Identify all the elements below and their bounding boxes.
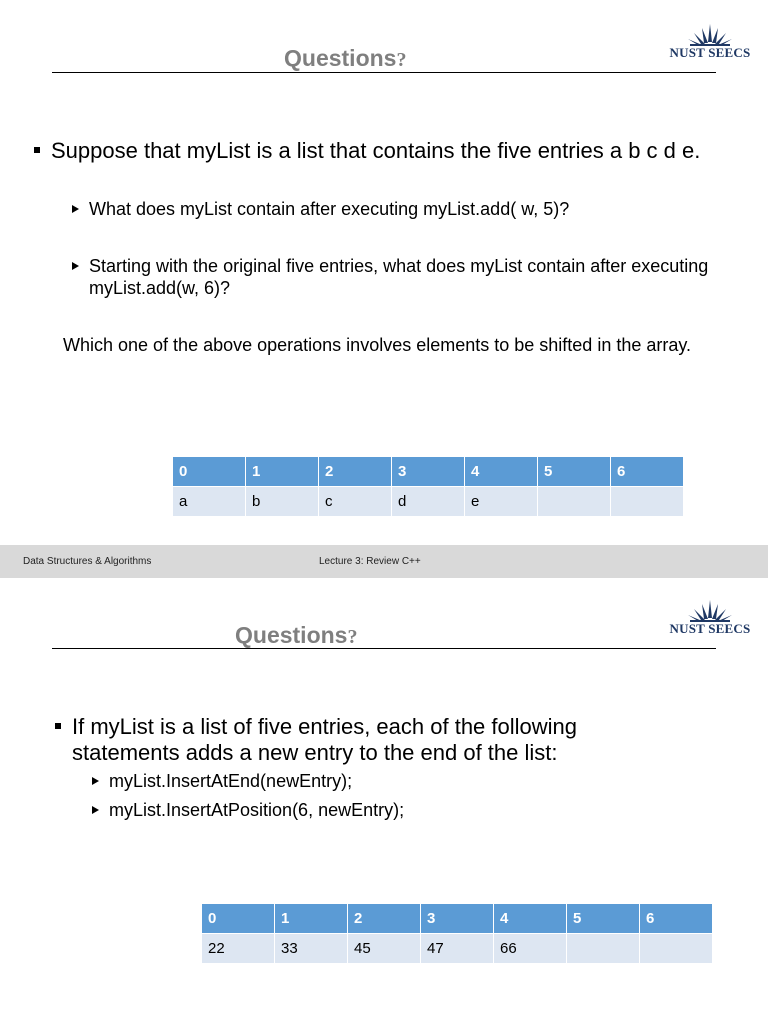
triangle-bullet-icon	[92, 777, 99, 785]
course-name: Data Structures & Algorithms	[23, 556, 152, 567]
logo-text: NUST SEECS	[669, 45, 751, 60]
index-cell: 4	[465, 457, 538, 487]
index-cell: 0	[202, 904, 275, 934]
array-table	[172, 456, 684, 517]
value-cell: c	[319, 487, 392, 517]
index-cell: 3	[392, 457, 465, 487]
main-bullet-text: Suppose that myList is a list that contains the five entries a b c d e.	[51, 138, 701, 163]
slide-2	[0, 578, 768, 1024]
value-cell: e	[465, 487, 538, 517]
table-row	[173, 487, 684, 517]
value-cell: 47	[421, 934, 494, 964]
title-underline	[52, 648, 716, 649]
index-cell: 2	[319, 457, 392, 487]
index-cell: 5	[538, 457, 611, 487]
title-underline	[52, 72, 716, 73]
value-cell: 33	[275, 934, 348, 964]
index-cell: 1	[275, 904, 348, 934]
value-cell	[538, 487, 611, 517]
slide-title: Questions?	[235, 622, 358, 648]
slide-title: Questions?	[284, 45, 407, 71]
value-cell	[640, 934, 713, 964]
nust-seecs-logo	[660, 598, 760, 638]
index-cell: 1	[246, 457, 319, 487]
value-cell: d	[392, 487, 465, 517]
table-header-row	[202, 904, 713, 934]
index-cell: 4	[494, 904, 567, 934]
index-cell: 5	[567, 904, 640, 934]
nust-seecs-logo	[660, 22, 760, 62]
value-cell	[611, 487, 684, 517]
slide-footer	[0, 545, 768, 578]
table-row	[202, 934, 713, 964]
square-bullet-icon	[55, 723, 61, 729]
value-cell: 45	[348, 934, 421, 964]
logo-text: NUST SEECS	[669, 621, 751, 636]
sub-item-text: myList.InsertAtEnd(newEntry);	[109, 771, 353, 791]
main-bullet-text: If myList is a list of five entries, each of the following statements adds a new entry to the end of the list:	[72, 714, 578, 765]
square-bullet-icon	[34, 147, 40, 153]
value-cell: a	[173, 487, 246, 517]
index-cell: 0	[173, 457, 246, 487]
array-table	[201, 903, 713, 964]
index-cell: 2	[348, 904, 421, 934]
value-cell: 22	[202, 934, 275, 964]
index-cell: 3	[421, 904, 494, 934]
value-cell	[567, 934, 640, 964]
value-cell: 66	[494, 934, 567, 964]
value-cell: b	[246, 487, 319, 517]
table-header-row	[173, 457, 684, 487]
triangle-bullet-icon	[92, 806, 99, 814]
triangle-bullet-icon	[72, 205, 79, 213]
index-cell: 6	[640, 904, 713, 934]
sub-item-text: Starting with the original five entries, what does myList contain after executing myList.add(w, 6)?	[89, 256, 709, 298]
sub-item-text: myList.InsertAtPosition(6, newEntry);	[109, 800, 405, 820]
index-cell: 6	[611, 457, 684, 487]
sub-item-text: What does myList contain after executing myList.add( w, 5)?	[89, 199, 570, 219]
triangle-bullet-icon	[72, 262, 79, 270]
question-paragraph: Which one of the above operations involves elements to be shifted in the array.	[63, 335, 692, 355]
lecture-name: Lecture 3: Review C++	[319, 556, 421, 567]
